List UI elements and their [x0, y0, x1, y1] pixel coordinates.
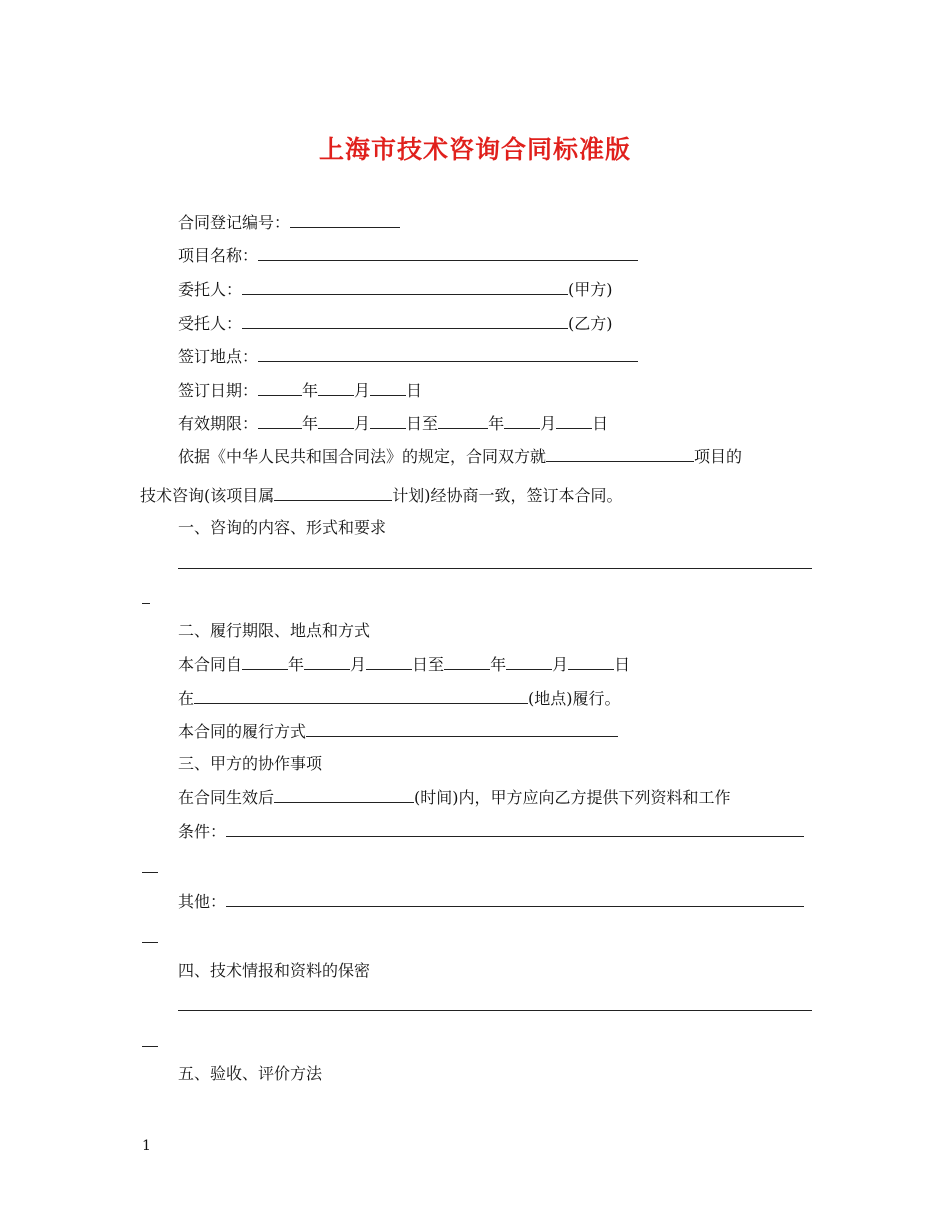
- to-day-unit: 日: [592, 414, 609, 433]
- client-field: [178, 279, 613, 300]
- method-blank: [306, 721, 618, 737]
- place-blank: [258, 346, 638, 362]
- project-field: [178, 245, 638, 266]
- period-line: [178, 654, 630, 675]
- period-label: 本合同自: [178, 655, 243, 674]
- sign-date-field: [178, 380, 422, 401]
- p-from-day-blank: [366, 654, 412, 670]
- p-from-year-blank: [242, 654, 288, 670]
- perform-place-blank: [194, 688, 528, 704]
- other-rule-tail: [142, 942, 158, 943]
- day-blank: [370, 380, 406, 396]
- place-suffix: (地点)履行。: [528, 689, 621, 708]
- to-month-unit: 月: [540, 414, 557, 433]
- p-to-day-unit: 日: [614, 655, 631, 674]
- year-blank: [258, 380, 302, 396]
- p-from-month-blank: [304, 654, 350, 670]
- project-label: 项目名称：: [178, 246, 259, 265]
- p-to-year-blank: [444, 654, 490, 670]
- section-1-heading: 一、咨询的内容、形式和要求: [178, 518, 387, 537]
- from-year-unit: 年: [302, 414, 319, 433]
- p-from-day-to: 日至: [412, 655, 445, 674]
- p-from-year-unit: 年: [288, 655, 305, 674]
- from-month-blank: [318, 413, 354, 429]
- to-day-blank: [556, 413, 592, 429]
- cooperation-line-2: [178, 821, 804, 842]
- other-label: 其他：: [178, 892, 227, 911]
- place-label: 签订地点：: [178, 347, 259, 366]
- client-label: 委托人：: [178, 280, 243, 299]
- sign-date-label: 签订日期：: [178, 381, 259, 400]
- place-line: [178, 688, 621, 709]
- validity-field: [178, 413, 608, 434]
- consultant-blank: [242, 313, 568, 329]
- to-year-unit: 年: [488, 414, 505, 433]
- section-3-heading: 三、甲方的协作事项: [178, 754, 323, 773]
- p-to-month-blank: [506, 654, 552, 670]
- cooperation-text-1a: 在合同生效后: [178, 788, 275, 807]
- document-title: 上海市技术咨询合同标准版: [318, 135, 631, 164]
- month-blank: [318, 380, 354, 396]
- method-line: [178, 721, 618, 742]
- to-month-blank: [504, 413, 540, 429]
- month-unit: 月: [354, 381, 371, 400]
- to-year-blank: [438, 413, 488, 429]
- from-month-unit: 月: [354, 414, 371, 433]
- p-from-month-unit: 月: [350, 655, 367, 674]
- client-suffix: (甲方): [568, 280, 613, 299]
- consultant-suffix: (乙方): [568, 314, 613, 333]
- cooperation-line-1: [178, 787, 731, 808]
- day-unit: 日: [406, 381, 423, 400]
- consultant-field: [178, 313, 613, 334]
- project-blank: [258, 245, 638, 261]
- place-prefix: 在: [178, 689, 195, 708]
- method-label: 本合同的履行方式: [178, 722, 307, 741]
- other-line: [178, 891, 804, 912]
- place-field: [178, 346, 638, 367]
- basis-text-2b: 计划)经协商一致，签订本合同。: [392, 486, 623, 505]
- basis-line-1: [178, 446, 742, 467]
- section-4-rule-tail: [142, 1046, 158, 1047]
- basis-line-2: [140, 485, 623, 506]
- reg-no-blank: [290, 212, 400, 228]
- section-2-heading: 二、履行期限、地点和方式: [178, 621, 371, 640]
- section-4-rule: [178, 1010, 812, 1011]
- conditions-blank: [226, 821, 804, 837]
- page-number: 1: [142, 1138, 151, 1154]
- reg-no-label: 合同登记编号：: [178, 213, 291, 232]
- p-to-month-unit: 月: [552, 655, 569, 674]
- conditions-label: 条件：: [178, 822, 227, 841]
- reg-no-field: [178, 212, 400, 233]
- conditions-rule-tail: [142, 872, 158, 873]
- basis-text-2a: 技术咨询(该项目属: [140, 486, 275, 505]
- cooperation-time-blank: [274, 787, 414, 803]
- section-4-heading: 四、技术情报和资料的保密: [178, 961, 371, 980]
- section-1-rule: [178, 568, 812, 569]
- other-blank: [226, 891, 804, 907]
- year-unit: 年: [302, 381, 319, 400]
- cooperation-text-1b: (时间)内，甲方应向乙方提供下列资料和工作: [414, 788, 731, 807]
- consultant-label: 受托人：: [178, 314, 243, 333]
- validity-label: 有效期限：: [178, 414, 259, 433]
- section-1-rule-tail: [142, 603, 150, 604]
- basis-text-1b: 项目的: [694, 447, 743, 466]
- p-to-day-blank: [568, 654, 614, 670]
- basis-plan-blank: [274, 485, 392, 501]
- section-5-heading: 五、验收、评价方法: [178, 1064, 323, 1083]
- p-to-year-unit: 年: [490, 655, 507, 674]
- from-year-blank: [258, 413, 302, 429]
- client-blank: [242, 279, 568, 295]
- basis-text-1a: 依据《中华人民共和国合同法》的规定，合同双方就: [178, 447, 547, 466]
- from-day-to: 日至: [406, 414, 439, 433]
- from-day-blank: [370, 413, 406, 429]
- basis-project-blank: [546, 446, 694, 462]
